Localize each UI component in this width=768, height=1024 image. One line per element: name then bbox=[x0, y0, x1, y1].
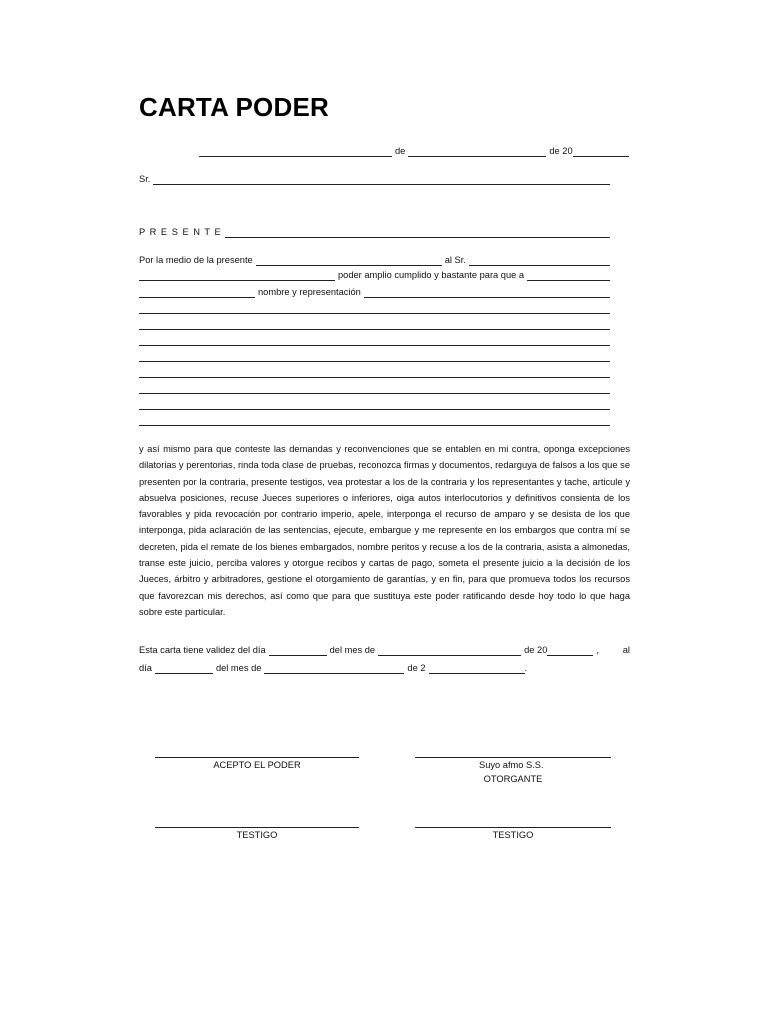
del-mes-de-2-label: del mes de bbox=[215, 663, 262, 673]
blank-line[interactable] bbox=[139, 329, 610, 330]
suyo-label: Suyo afmo S.S. bbox=[479, 760, 544, 770]
por-la-medio-label: Por la medio de la presente bbox=[139, 255, 253, 265]
document-title: CARTA PODER bbox=[139, 92, 329, 122]
presente-line bbox=[139, 227, 610, 238]
blank-line[interactable] bbox=[139, 361, 610, 362]
blank-line[interactable] bbox=[139, 345, 610, 346]
start-year-blank[interactable] bbox=[547, 645, 593, 656]
del-mes-de-label: del mes de bbox=[329, 645, 376, 655]
otorgante-signature-line[interactable] bbox=[415, 757, 611, 758]
blank-line[interactable] bbox=[139, 313, 610, 314]
validity-line-1 bbox=[139, 645, 630, 656]
grantor-blank[interactable] bbox=[256, 255, 442, 266]
day-month-blank[interactable] bbox=[408, 146, 546, 157]
otorgante-label: OTORGANTE bbox=[483, 774, 543, 784]
poder-amplio-label: poder amplio cumplido y bastante para que a bbox=[338, 270, 525, 280]
blank-line[interactable] bbox=[139, 393, 610, 394]
de-20-label: de 20 bbox=[524, 645, 548, 655]
testigo2-signature-line[interactable] bbox=[415, 827, 611, 828]
testigo1-signature-line[interactable] bbox=[155, 827, 359, 828]
purpose-blank[interactable] bbox=[364, 287, 610, 298]
presente-label: P R E S E N T E bbox=[139, 227, 222, 237]
de-2-label: de 2 bbox=[407, 663, 426, 673]
blank-line[interactable] bbox=[139, 409, 610, 410]
en-mi-blank[interactable] bbox=[527, 270, 610, 281]
recipient-blank[interactable] bbox=[153, 174, 610, 185]
start-month-blank[interactable] bbox=[378, 645, 521, 656]
mi-blank[interactable] bbox=[139, 287, 255, 298]
testigo2-label: TESTIGO bbox=[492, 830, 534, 840]
dia-label: día bbox=[139, 663, 152, 673]
acepto-signature-line[interactable] bbox=[155, 757, 359, 758]
start-day-blank[interactable] bbox=[269, 645, 327, 656]
presente-blank[interactable] bbox=[225, 227, 610, 238]
validity-line-2 bbox=[139, 663, 630, 674]
poder-blank[interactable] bbox=[139, 270, 335, 281]
nombre-rep-label: nombre y representación bbox=[258, 287, 361, 297]
recipient-line bbox=[139, 174, 610, 185]
por-la-medio-line bbox=[139, 255, 610, 266]
end-day-blank[interactable] bbox=[155, 663, 213, 674]
place-blank[interactable] bbox=[199, 146, 392, 157]
attorney-blank[interactable] bbox=[469, 255, 610, 266]
end-year-blank[interactable] bbox=[429, 663, 525, 674]
year-blank[interactable] bbox=[573, 146, 629, 157]
blank-line[interactable] bbox=[139, 377, 610, 378]
date-de20-label: de 20 bbox=[549, 146, 573, 156]
date-de-label: de bbox=[395, 146, 406, 156]
sr-label: Sr. bbox=[139, 174, 151, 184]
al-sr-label: al Sr. bbox=[444, 255, 466, 265]
al-label: al bbox=[622, 645, 630, 655]
period-label: . bbox=[524, 663, 528, 673]
validity-label: Esta carta tiene validez del día bbox=[139, 645, 266, 655]
acepto-label: ACEPTO EL PODER bbox=[213, 760, 301, 770]
blank-line[interactable] bbox=[139, 425, 610, 426]
powers-paragraph: y así mismo para que conteste las demandas y reconvenciones que se entablen en mi contra, oponga excepciones dilatorias y perentorias, rinda toda clase de pruebas, reconozca firmas y documentos, redarguya de falsos a los que se presenten por la contraria, presente testigos, vea protestar a los de la contraria y los representantes y tache, articule y absuelva posiciones, recuse Jueces superiores o inferiores, oiga autos interlocutorios y definitivos consienta de los favorables y pida revocación por contrario imperio, apele, interponga el recurso de amparo y se desista de los que interponga, pida aclaración de las sentencias, ejecute, embargue y me represente en los embargos que contra mí se decreten, pida el remate de los bienes embargados, nombre peritos y recuse a los de la contraria, asista a almonedas, transe este juicio, perciba valores y otorgue recibos y cartas de pago, someta el presente juicio a la decisión de los Jueces, árbitro y arbitradores, gestione el otorgamiento de garantías, y en fin, para que promueva todos los recursos que favorezcan mis derechos, así como que para que sustituya este poder ratificando desde hoy todo lo que haga sobre este particular. bbox=[139, 444, 630, 617]
end-month-blank[interactable] bbox=[264, 663, 404, 674]
nombre-rep-line bbox=[139, 287, 610, 298]
date-line bbox=[199, 146, 629, 157]
testigo1-label: TESTIGO bbox=[236, 830, 278, 840]
comma-label: , bbox=[596, 645, 599, 655]
poder-amplio-line bbox=[139, 270, 610, 281]
